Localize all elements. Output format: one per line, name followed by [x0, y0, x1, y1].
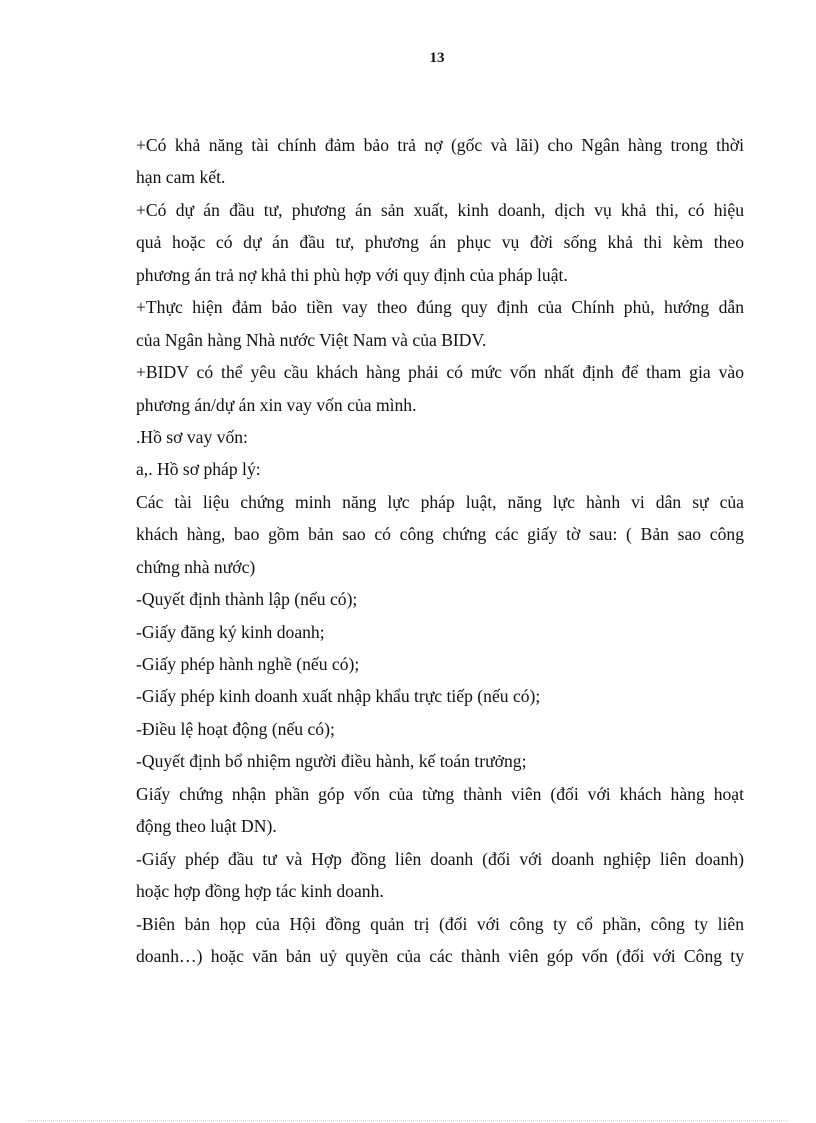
text-line: phương án trả nợ khả thi phù hợp với quy định của pháp luật. — [136, 264, 568, 285]
text-line: -Quyết định bổ nhiệm người điều hành, kế toán trưởng; — [136, 751, 527, 772]
text-line: động theo luật DN). — [136, 816, 277, 837]
text-line: hoặc hợp đồng hợp tác kinh doanh. — [136, 881, 384, 902]
text-line: phương án/dự án xin vay vốn của mình. — [136, 394, 417, 415]
text-line: Các tài liệu chứng minh năng lực pháp luật, năng lực hành vi dân sự của — [136, 491, 744, 512]
text-line: -Biên bản họp của Hội đồng quản trị (đối với công ty cổ phần, công ty liên — [136, 913, 744, 934]
document-body — [136, 129, 744, 972]
text-line: .Hồ sơ vay vốn: — [136, 426, 248, 447]
text-line: khách hàng, bao gồm bản sao có công chứng các giấy tờ sau: ( Bản sao công — [136, 524, 744, 545]
text-line: -Điều lệ hoạt động (nếu có); — [136, 718, 335, 739]
text-line: hạn cam kết. — [136, 167, 226, 188]
text-line: Giấy chứng nhận phần góp vốn của từng thành viên (đối với khách hàng hoạt — [136, 783, 744, 804]
text-line: quả hoặc có dự án đầu tư, phương án phục vụ đời sống khả thi kèm theo — [136, 232, 744, 253]
text-line: +Có khả năng tài chính đảm bảo trả nợ (gốc và lãi) cho Ngân hàng trong thời — [136, 135, 744, 155]
text-line: -Giấy phép kinh doanh xuất nhập khẩu trực tiếp (nếu có); — [136, 686, 541, 707]
text-line: -Quyết định thành lập (nếu có); — [136, 589, 358, 610]
text-line: của Ngân hàng Nhà nước Việt Nam và của BIDV. — [136, 329, 487, 350]
text-line: -Giấy phép hành nghề (nếu có); — [136, 654, 360, 674]
text-line: doanh…) hoặc văn bản uỷ quyền của các thành viên góp vốn (đối với Công ty — [136, 945, 744, 966]
text-line: a,. Hồ sơ pháp lý: — [136, 459, 261, 480]
page-bottom-divider — [28, 1120, 788, 1121]
text-line: -Giấy đăng ký kinh doanh; — [136, 621, 325, 642]
text-line: -Giấy phép đầu tư và Hợp đồng liên doanh (đối với doanh nghiệp liên doanh) — [136, 848, 744, 869]
text-line: +BIDV có thể yêu cầu khách hàng phải có mức vốn nhất định để tham gia vào — [136, 362, 744, 383]
text-line: +Có dự án đầu tư, phương án sản xuất, kinh doanh, dịch vụ khả thi, có hiệu — [136, 199, 744, 220]
text-line: +Thực hiện đảm bảo tiền vay theo đúng quy định của Chính phủ, hướng dẫn — [136, 297, 744, 318]
page-number: 13 — [429, 50, 445, 66]
text-line: chứng nhà nước) — [136, 556, 256, 577]
